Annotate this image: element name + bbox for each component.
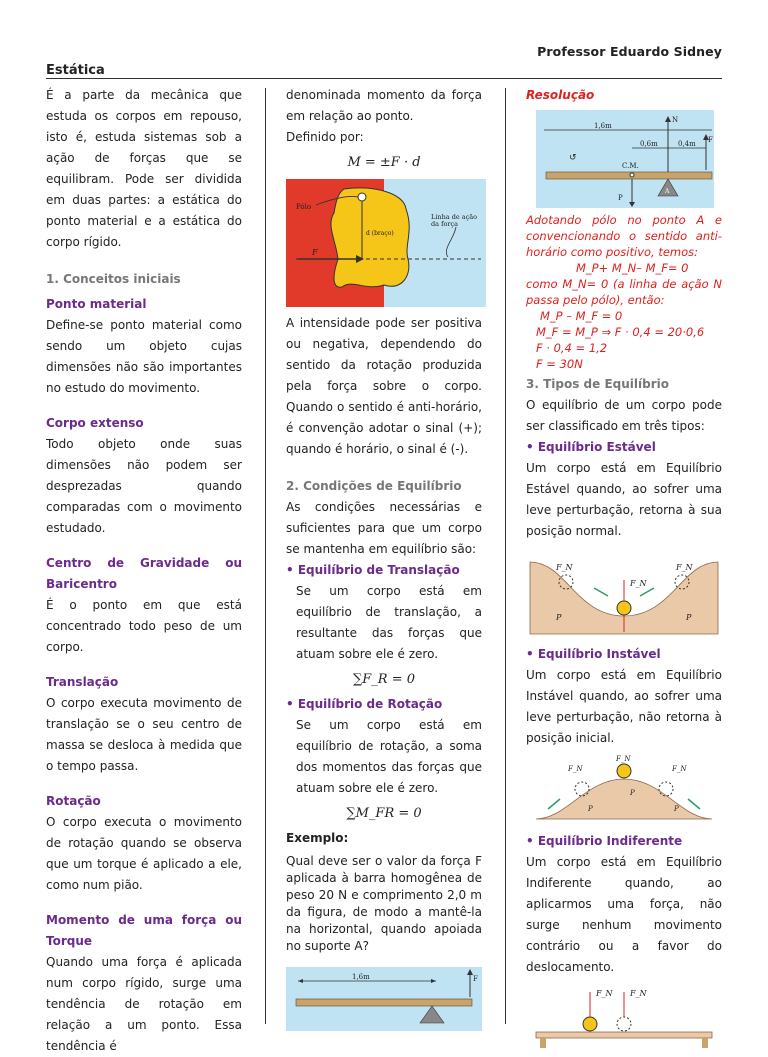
bullet-indiferente: • Equilíbrio Indiferente xyxy=(526,834,683,848)
bullet-estavel: • Equilíbrio Estável xyxy=(526,440,656,454)
resolution-line: M_F = M_P ⇒ F · 0,4 = 20·0,6 xyxy=(536,325,705,339)
p-label: P xyxy=(674,805,679,813)
ball-center xyxy=(617,601,631,615)
fn-label: F_N xyxy=(568,765,583,773)
length-label: 1,6m xyxy=(594,122,612,130)
ball-left-ghost xyxy=(575,782,589,796)
example-title: Exemplo: xyxy=(286,831,349,845)
ball xyxy=(583,1017,597,1031)
force-label: F xyxy=(312,248,318,257)
page-title: Estática xyxy=(46,63,105,78)
column-2 xyxy=(286,85,482,1037)
fn-label: F_N xyxy=(630,579,647,588)
hill-surface xyxy=(536,779,712,819)
restoring-arrow-right xyxy=(640,588,654,596)
weight-label: P xyxy=(618,194,623,202)
column-divider xyxy=(265,88,266,1024)
section-heading: 2. Condições de Equilíbrio xyxy=(286,479,462,493)
table-leg xyxy=(540,1038,546,1048)
neutral-equilibrium-diagram xyxy=(526,984,722,1048)
paragraph-centro-gravidade: É o ponto em que está concentrado todo peso de um corpo. xyxy=(46,598,242,654)
center-of-mass xyxy=(630,173,634,177)
translation-formula: ∑F_R = 0 xyxy=(352,672,416,687)
definido-label: Definido por: xyxy=(286,130,364,144)
moment-formula: M = ±F · d xyxy=(347,155,421,170)
fn-label: F_N xyxy=(676,563,693,572)
paragraph-tipos: O equilíbrio de um corpo pode ser classificado em três tipos: xyxy=(526,398,722,433)
subheading-centro-gravidade: Centro de Gravidade ou Baricentro xyxy=(46,556,242,591)
paragraph-corpo-extenso: Todo objeto onde suas dimensões não podem ser desprezadas quando comparadas com o movimento estudado. xyxy=(46,437,242,535)
column-1 xyxy=(46,85,242,1057)
p-label: P xyxy=(556,613,562,622)
section-heading: 3. Tipos de Equilíbrio xyxy=(526,377,669,391)
bar xyxy=(546,172,712,179)
line-of-action-label: Linha de ação da força xyxy=(431,213,478,228)
paragraph-momento: Quando uma força é aplicada num corpo rígido, surge uma tendência de rotação em relação a um ponto. Essa tendência é xyxy=(46,955,242,1053)
ball-top xyxy=(617,764,631,778)
intro-paragraph: É a parte da mecânica que estuda os corpos em repouso, isto é, estuda sistemas sob a ação de forças que se equilibram. Pode ser dividida em duas partes: a estática do ponto material e a estática do corpo rígido. xyxy=(46,88,242,249)
section-heading: 1. Conceitos iniciais xyxy=(46,272,181,286)
paragraph-eq-rotacao: Se um corpo está em equilíbrio de rotação, a soma dos momentos das forças que atuam sobre ele é zero. xyxy=(296,718,482,795)
resolution-text xyxy=(526,212,722,372)
example-bar-diagram xyxy=(286,961,482,1031)
moment-diagram xyxy=(286,179,486,307)
paragraph-instavel: Um corpo está em Equilíbrio Instável quando, ao sofrer uma leve perturbação, não retorna à posição inicial. xyxy=(526,668,722,745)
length-label: 1,6m xyxy=(352,973,370,981)
dimension-label: 0,6m xyxy=(640,140,658,148)
subheading-ponto-material: Ponto material xyxy=(46,297,147,311)
fn-label: F_N xyxy=(596,989,613,998)
pole-point xyxy=(358,193,366,201)
rotation-formula: ∑M_FR = 0 xyxy=(346,806,422,821)
subheading-rotacao: Rotação xyxy=(46,794,101,808)
support-label: A xyxy=(665,188,670,195)
subheading-corpo-extenso: Corpo extenso xyxy=(46,416,144,430)
rigid-body-shape xyxy=(331,188,409,287)
fn-label: F_N xyxy=(616,755,631,763)
column-3 xyxy=(526,85,722,1054)
diagram-background xyxy=(536,110,714,208)
paragraph-estavel: Um corpo está em Equilíbrio Estável quando, ao sofrer uma leve perturbação, retorna à sua posição normal. xyxy=(526,461,722,538)
paragraph-translacao: O corpo executa movimento de translação se o seu centro de massa se desloca à medida que o tempo passa. xyxy=(46,696,242,773)
fn-label: F_N xyxy=(672,765,687,773)
pole-label: Pólo xyxy=(296,203,312,211)
paragraph-indiferente: Um corpo está em Equilíbrio Indiferente quando, ao aplicarmos uma força, não surge nenhum movimento contrário ou a favor do deslocamento. xyxy=(526,855,722,974)
paragraph-momento-cont: denominada momento da força em relação ao ponto. xyxy=(286,88,482,123)
resolution-line: Adotando pólo no ponto A e convencionando o sentido anti-horário como positivo, temos: xyxy=(526,213,722,259)
resolution-line: F · 0,4 = 1,2 xyxy=(536,341,608,355)
paragraph-condicoes: As condições necessárias e suficientes para que um corpo se mantenha em equilíbrio são: xyxy=(286,500,482,556)
header-rule xyxy=(46,78,722,79)
fn-label: F_N xyxy=(630,989,647,998)
bullet-instavel: • Equilíbrio Instável xyxy=(526,647,661,661)
header-author: Professor Eduardo Sidney xyxy=(537,44,722,59)
bullet-translacao: • Equilíbrio de Translação xyxy=(286,563,460,577)
normal-label: N xyxy=(672,116,679,124)
stable-equilibrium-diagram xyxy=(526,548,722,638)
restoring-arrow-left xyxy=(594,588,608,596)
bullet-rotacao: • Equilíbrio de Rotação xyxy=(286,697,443,711)
bar xyxy=(296,999,472,1006)
unstable-equilibrium-diagram xyxy=(526,755,722,825)
rotation-sense-icon: ↺ xyxy=(569,153,577,163)
ball-ghost xyxy=(617,1017,631,1031)
table-leg xyxy=(702,1038,708,1048)
paragraph-intensidade: A intensidade pode ser positiva ou negativa, dependendo do sentido da rotação produzida pela força sobre o corpo. Quando o sentido é anti-horário, é convenção adotar o sinal (+); quando é horário, o sinal é (-). xyxy=(286,316,482,456)
flat-surface xyxy=(536,1032,712,1038)
paragraph-eq-translacao: Se um corpo está em equilíbrio de translação, a resultante das forças que atuam sobre ele é zero. xyxy=(296,584,482,661)
resolution-line: M_P – M_F = 0 xyxy=(540,309,623,323)
paragraph-exemplo: Qual deve ser o valor da força F aplicada à barra homogênea de peso 20 N e comprimento 2,0 m da figura, de modo a mantê-la na horizontal, quando apoiada no suporte A? xyxy=(286,854,482,953)
p-label: P xyxy=(686,613,692,622)
resolucao-title: Resolução xyxy=(526,88,595,102)
p-label: P xyxy=(630,789,635,797)
paragraph-ponto-material: Define-se ponto material como sendo um objeto cujas dimensões não são importantes no estudo do movimento. xyxy=(46,318,242,395)
force-label: F xyxy=(473,975,478,983)
column-divider xyxy=(505,88,506,1024)
cm-label: C.M. xyxy=(622,162,639,170)
falling-arrow-left xyxy=(548,799,560,809)
p-label: P xyxy=(588,805,593,813)
falling-arrow-right xyxy=(688,799,700,809)
dimension-label: 0,4m xyxy=(678,140,696,148)
resolution-line: como M_N= 0 (a linha de ação N passa pelo pólo), então: xyxy=(526,277,722,307)
arm-label: d (braço) xyxy=(366,230,394,237)
fn-label: F_N xyxy=(556,563,573,572)
resolution-line: M_P+ M_N– M_F= 0 xyxy=(576,261,689,275)
ball-right-ghost xyxy=(659,782,673,796)
resolution-diagram xyxy=(536,110,714,208)
subheading-translacao: Translação xyxy=(46,675,119,689)
subheading-momento: Momento de uma força ou Torque xyxy=(46,913,242,948)
resolution-line: F = 30N xyxy=(536,357,583,371)
force-label: F xyxy=(708,136,713,144)
paragraph-rotacao: O corpo executa o movimento de rotação quando se observa que um torque é aplicado a ele, como num pião. xyxy=(46,815,242,892)
